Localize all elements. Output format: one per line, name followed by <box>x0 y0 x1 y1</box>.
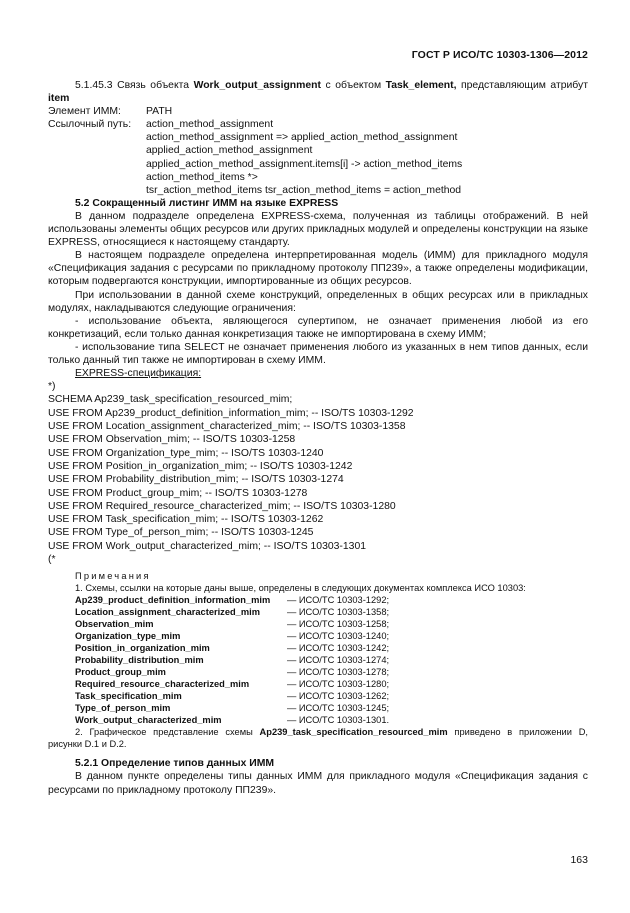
standard-ref: — ИСО/ТС 10303-1258; <box>287 619 390 630</box>
schema-name: Required_resource_characterized_mim <box>75 679 250 690</box>
schema-name: Product_group_mim <box>75 667 166 678</box>
note-2-tail: приведено в приложении D, рисунки D.1 и D.2. <box>48 727 588 750</box>
code-line: USE FROM Position_in_organization_mim; -- ISO/TS 10303-1242 <box>48 460 353 472</box>
doc-row <box>48 714 588 726</box>
code-line: USE FROM Required_resource_characterized_mim; -- ISO/TS 10303-1280 <box>48 500 396 512</box>
standard-ref: — ИСО/ТС 10303-1240; <box>287 631 390 642</box>
code-line: USE FROM Work_output_characterized_mim; -- ISO/TS 10303-1301 <box>48 540 366 552</box>
note-2 <box>48 726 588 750</box>
imm-element-row <box>48 105 588 118</box>
express-spec-label: EXPRESS-спецификация: <box>75 368 202 380</box>
reference-path-line: action_method_assignment <box>146 119 274 131</box>
standard-ref: — ИСО/ТС 10303-1292; <box>287 595 390 606</box>
schema-name: Probability_distribution_mim <box>75 655 204 666</box>
paragraph: В данном пункте определены типы данных ИММ для прикладного модуля «Спецификация задания с ресурсами по прикладному протоколу ПП239». <box>48 771 588 796</box>
standard-ref: — ИСО/ТС 10303-1280; <box>287 679 390 690</box>
schema-name: Type_of_person_mim <box>75 703 171 714</box>
target-object: Task_element, <box>385 80 457 91</box>
standard-ref: — ИСО/ТС 10303-1301. <box>287 715 390 726</box>
standard-ref: — ИСО/ТС 10303-1262; <box>287 691 390 702</box>
doc-row <box>48 654 588 666</box>
doc-row <box>48 594 588 606</box>
attribute-name: item <box>48 93 70 105</box>
reference-path-row <box>48 118 588 131</box>
reference-path-line: applied_action_method_assignment.items[i] -> action_method_items <box>146 158 463 170</box>
reference-path-line: tsr_action_method_items tsr_action_method_items = action_method <box>146 184 462 196</box>
note-2-lead: 2. Графическое представление схемы <box>75 727 260 738</box>
standard-ref: — ИСО/ТС 10303-1245; <box>287 703 390 714</box>
code-line: USE FROM Product_group_mim; -- ISO/TS 10303-1278 <box>48 487 308 499</box>
section-5-1-45-3 <box>48 79 588 105</box>
paragraph: В данном подразделе определена EXPRESS-схема, полученная из таблицы отображений. В ней использованы элементы общих ресурсов или других прикладных модулей и определены конструкции на языке EXPRESS, относящиеся к настоящему стандарту. <box>48 210 588 249</box>
section-tail: представляющим атрибут <box>456 80 588 91</box>
section-lead: 5.1.45.3 Связь объекта <box>75 80 194 91</box>
doc-row <box>48 630 588 642</box>
doc-row <box>48 642 588 654</box>
schema-name: Position_in_organization_mim <box>75 643 210 654</box>
doc-row <box>48 702 588 714</box>
notes-block <box>48 570 588 750</box>
doc-row <box>48 666 588 678</box>
doc-row <box>48 618 588 630</box>
standard-ref: — ИСО/ТС 10303-1278; <box>287 667 390 678</box>
spacer <box>48 750 588 757</box>
paragraph: - использование типа SELECT не означает применения любого из указанных в нем типов данных, если только данный тип также не импортирован в схему ИММ. <box>48 341 588 366</box>
page-body <box>48 79 588 797</box>
imm-element-label: Элемент ИММ: <box>48 106 121 118</box>
note-2-schema: Ap239_task_specification_resourced_mim <box>259 727 448 738</box>
schema-name: Location_assignment_characterized_mim <box>75 607 260 618</box>
standard-ref: — ИСО/ТС 10303-1274; <box>287 655 390 666</box>
schema-name: Organization_type_mim <box>75 631 181 642</box>
express-code-block <box>48 380 588 566</box>
code-line: USE FROM Type_of_person_mim; -- ISO/TS 10303-1245 <box>48 527 314 539</box>
paragraph: При использовании в данной схеме конструкций, определенных в общих ресурсах или в прикладных модулях, накладываются следующие ограничения: <box>48 289 588 314</box>
page-number: 163 <box>570 854 588 866</box>
document-header: ГОСТ Р ИСО/ТС 10303-1306—2012 <box>411 49 588 61</box>
object-name: Work_output_assignment <box>193 80 321 91</box>
standard-ref: — ИСО/ТС 10303-1242; <box>287 643 390 654</box>
note-1: 1. Схемы, ссылки на которые даны выше, определены в следующих документах комплекса ИСО 10303: <box>75 583 526 594</box>
code-line: USE FROM Probability_distribution_mim; -- ISO/TS 10303-1274 <box>48 474 344 486</box>
code-line: USE FROM Location_assignment_characterized_mim; -- ISO/TS 10303-1358 <box>48 421 406 433</box>
section-5-2-heading: 5.2 Сокращенный листинг ИММ на языке EXPRESS <box>75 197 339 209</box>
code-line: USE FROM Ap239_product_definition_information_mim; -- ISO/TS 10303-1292 <box>48 407 414 419</box>
notes-title: Примечания <box>75 571 151 582</box>
paragraph: - использование объекта, являющегося супертипом, не означает применения любой из его конкретизаций, если только данная конкретизация также не импортирована в схему ИММ; <box>48 315 588 340</box>
section-5-2-1-heading: 5.2.1 Определение типов данных ИММ <box>75 758 275 770</box>
section-mid: с объектом <box>320 80 386 91</box>
reference-path-label: Ссылочный путь: <box>48 119 132 131</box>
schema-name: Task_specification_mim <box>75 691 182 702</box>
doc-row <box>48 606 588 618</box>
reference-path-line: action_method_items *> <box>146 171 258 183</box>
doc-row <box>48 690 588 702</box>
code-line: USE FROM Organization_type_mim; -- ISO/TS 10303-1240 <box>48 447 324 459</box>
paragraph: В настоящем подразделе определена интерпретированная модель (ИММ) для прикладного модуля «Спецификация задания с ресурсами по прикладному протоколу ПП239», а также определены модификации, которым подвергаются конструкции, импортированные из общих ресурсов. <box>48 250 588 288</box>
code-line: SCHEMA Ap239_task_specification_resourced_mim; <box>48 394 293 406</box>
reference-path-line: applied_action_method_assignment <box>146 145 313 157</box>
standard-ref: — ИСО/ТС 10303-1358; <box>287 607 390 618</box>
code-line: (* <box>48 554 56 566</box>
doc-row <box>48 678 588 690</box>
code-line: USE FROM Observation_mim; -- ISO/TS 10303-1258 <box>48 434 296 446</box>
imm-element-value: PATH <box>146 106 173 118</box>
code-line: USE FROM Task_specification_mim; -- ISO/TS 10303-1262 <box>48 514 324 526</box>
code-line: *) <box>48 381 56 393</box>
schema-name: Ap239_product_definition_information_mim <box>75 595 271 606</box>
schema-name: Work_output_characterized_mim <box>75 715 222 726</box>
schema-name: Observation_mim <box>75 619 154 630</box>
reference-path-line: action_method_assignment => applied_action_method_assignment <box>146 132 458 144</box>
